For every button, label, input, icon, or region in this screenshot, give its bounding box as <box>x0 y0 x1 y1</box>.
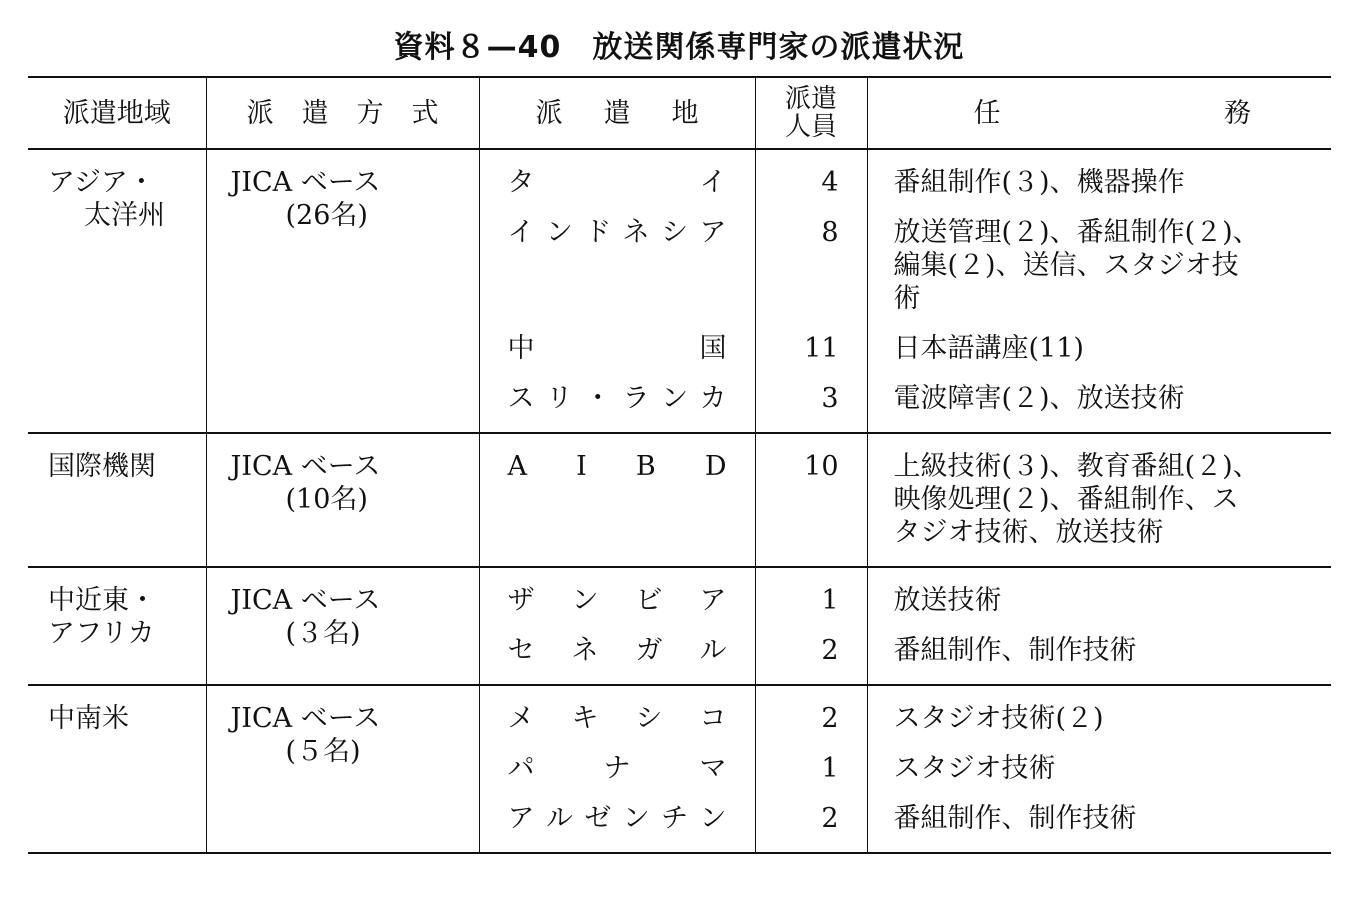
duty-cell: 番組制作(３)、機器操作 放送管理(２)、番組制作(２)、 編集(２)、送信、スタジオ技 術 日本語講座(11) 電波障害(２)、放送技術 <box>867 149 1331 433</box>
table-row <box>28 685 1331 853</box>
place-cell: ザ ン ビ ア セ ネ ガ ル <box>479 567 755 685</box>
region-cell: 中近東・ アフリカ <box>28 567 206 685</box>
duty-cell: 放送技術 番組制作、制作技術 <box>867 567 1331 685</box>
table-row <box>28 433 1331 567</box>
method-cell: JICA ベース (３名) <box>206 567 479 685</box>
page-title: 資料８—40 放送関係専門家の派遣状況 <box>393 30 965 65</box>
persons-cell: 4 8 11 3 <box>755 149 867 433</box>
place-cell: A I B D <box>479 433 755 567</box>
method-cell: JICA ベース (26名) <box>206 149 479 433</box>
group-middle-east-africa <box>28 567 1331 685</box>
dispatch-table <box>28 76 1331 854</box>
header-duty: 任 務 <box>867 77 1331 149</box>
table-row <box>28 149 1331 433</box>
header-method: 派 遣 方 式 <box>206 77 479 149</box>
group-latin-america <box>28 685 1331 853</box>
duty-cell: 上級技術(３)、教育番組(２)、 映像処理(２)、番組制作、ス タジオ技術、放送技術 <box>867 433 1331 567</box>
duty-cell: スタジオ技術(２) スタジオ技術 番組制作、制作技術 <box>867 685 1331 853</box>
persons-cell: 10 <box>755 433 867 567</box>
group-asia-pacific <box>28 149 1331 433</box>
region-cell: 中南米 <box>28 685 206 853</box>
persons-cell: 1 2 <box>755 567 867 685</box>
method-cell: JICA ベース (５名) <box>206 685 479 853</box>
place-cell: タ イ イ ン ド ネ シ ア 中 国 ス リ ・ ラ ン カ <box>479 149 755 433</box>
region-cell: アジア・ 太洋州 <box>28 149 206 433</box>
header-row <box>28 77 1331 149</box>
region-cell: 国際機関 <box>28 433 206 567</box>
header-persons: 派遣 人員 <box>755 77 867 149</box>
group-international-orgs <box>28 433 1331 567</box>
table-row <box>28 567 1331 685</box>
header-place: 派 遣 地 <box>479 77 755 149</box>
persons-cell: 2 1 2 <box>755 685 867 853</box>
method-cell: JICA ベース (10名) <box>206 433 479 567</box>
place-cell: メ キ シ コ パ ナ マ ア ル ゼ ン チ ン <box>479 685 755 853</box>
header-region: 派遣地域 <box>28 77 206 149</box>
